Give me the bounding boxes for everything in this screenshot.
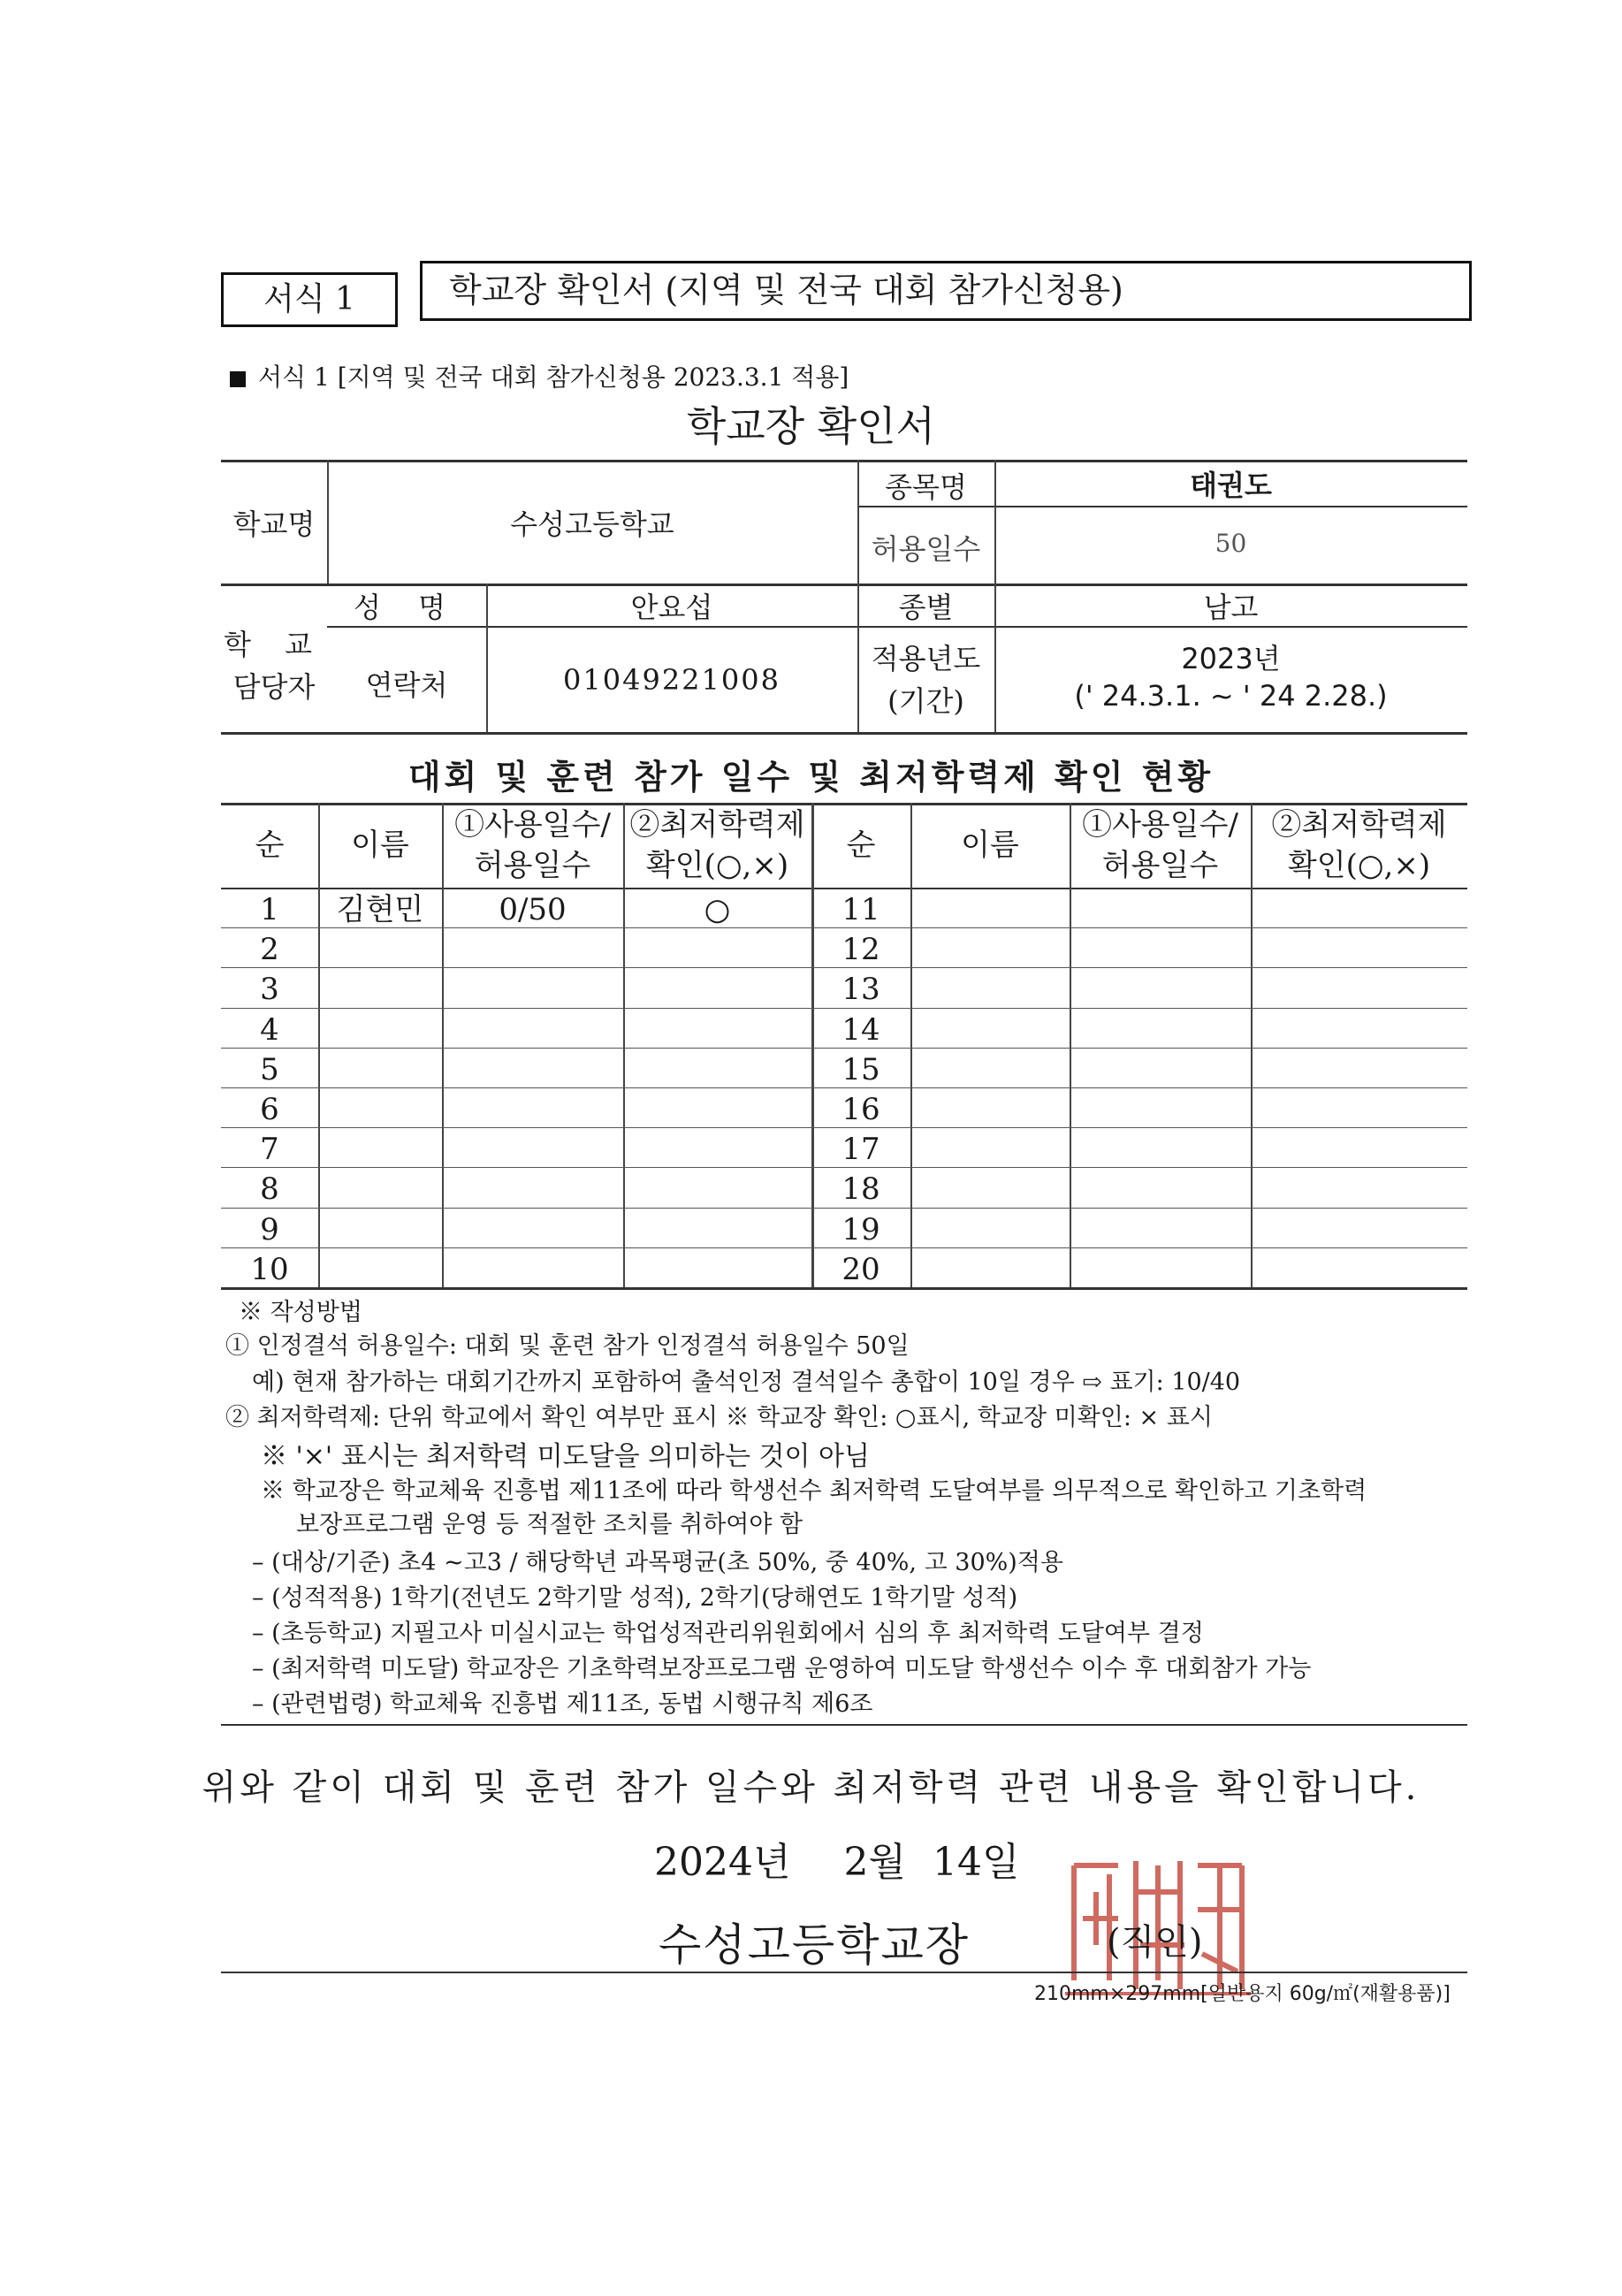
school-value: 수성고등학교 bbox=[510, 507, 674, 541]
confirm-statement: 위와 같이 대회 및 훈련 참가 일수와 최저학력 관련 내용을 확인합니다. bbox=[202, 1767, 1420, 1808]
record-name-cell bbox=[318, 969, 442, 1010]
note-line: – (관련법령) 학교체육 진흥법 제11조, 동법 시행규칙 제6조 bbox=[252, 1690, 873, 1718]
year-label-1: 적용년도 bbox=[871, 642, 981, 675]
form-title: 학교장 확인서 (지역 및 전국 대회 참가신청용) bbox=[420, 261, 1472, 321]
record-name-cell bbox=[318, 1209, 442, 1250]
type-label: 종별 bbox=[898, 591, 954, 624]
record-no-cell: 6 bbox=[260, 1092, 279, 1127]
contact-value: 01049221008 bbox=[563, 663, 781, 697]
note-line: – (성적적용) 1학기(전년도 2학기말 성적), 2학기(당해연도 1학기말 성적) bbox=[252, 1584, 1018, 1612]
record-days-cell: 0/50 bbox=[499, 892, 567, 927]
record-check-cell bbox=[1251, 889, 1467, 930]
year-value-1: 2023년 bbox=[1181, 642, 1281, 675]
record-no-cell: 12 bbox=[841, 932, 880, 968]
record-name-cell bbox=[318, 1169, 442, 1209]
record-check-cell bbox=[1251, 1249, 1467, 1290]
record-no-cell: 2 bbox=[260, 932, 279, 968]
record-name-cell bbox=[910, 1129, 1070, 1170]
seal-label: (직인) bbox=[1107, 1922, 1203, 1963]
record-days-cell bbox=[1070, 1249, 1251, 1290]
sport-label: 종목명 bbox=[885, 470, 967, 504]
record-days-cell bbox=[442, 1129, 623, 1170]
date-month: 2월 bbox=[843, 1840, 906, 1885]
record-name-cell bbox=[910, 1249, 1070, 1290]
record-no-cell: 1 bbox=[260, 892, 279, 927]
note-line: ※ 학교장은 학교체육 진흥법 제11조에 따라 학생선수 최저학력 도달여부를 의무적으로 확인하고 기초학력 bbox=[261, 1477, 1367, 1505]
header-days-1: ①사용일수/ bbox=[454, 807, 611, 843]
record-days-cell bbox=[1070, 889, 1251, 930]
record-no-cell: 16 bbox=[841, 1092, 880, 1127]
issue-date bbox=[654, 1830, 1019, 1887]
record-check-cell bbox=[623, 1089, 811, 1130]
record-name-cell bbox=[318, 1049, 442, 1090]
note-line: 보장프로그램 운영 등 적절한 조치를 취하여야 함 bbox=[296, 1511, 803, 1538]
record-name-cell bbox=[910, 1209, 1070, 1250]
record-days-cell bbox=[442, 969, 623, 1010]
name-label: 성 명 bbox=[354, 591, 460, 624]
allowed-days-value: 50 bbox=[1215, 529, 1247, 558]
record-check-cell bbox=[623, 1169, 811, 1209]
record-check-cell bbox=[1251, 1089, 1467, 1130]
note-line: 예) 현재 참가하는 대회기간까지 포함하여 출석인정 결석일수 총합이 10일 경우 ⇨ 표기: 10/40 bbox=[252, 1369, 1241, 1396]
year-label-2: (기간) bbox=[887, 684, 964, 718]
record-name-cell bbox=[910, 1049, 1070, 1090]
record-check-cell bbox=[1251, 1209, 1467, 1250]
header-days-2-right: 허용일수 bbox=[1101, 848, 1219, 883]
school-label: 학교명 bbox=[232, 507, 316, 541]
record-check-cell bbox=[623, 1010, 811, 1050]
record-check-cell bbox=[623, 1049, 811, 1090]
manager-label-2: 담당자 bbox=[232, 670, 316, 704]
record-days-cell bbox=[1070, 1010, 1251, 1050]
record-days-cell bbox=[442, 929, 623, 970]
record-name-cell bbox=[318, 1249, 442, 1290]
record-days-cell bbox=[442, 1249, 623, 1290]
record-days-cell bbox=[442, 1049, 623, 1090]
header-check-2-right: 확인(○,×) bbox=[1287, 848, 1431, 883]
note-line: – (초등학교) 지필고사 미실시교는 학업성적관리위원회에서 심의 후 최저학력 도달여부 결정 bbox=[252, 1620, 1204, 1647]
note-line: – (최저학력 미도달) 학교장은 기초학력보장프로그램 운영하여 미도달 학생선수 이수 후 대회참가 가능 bbox=[252, 1655, 1312, 1682]
record-name-cell bbox=[910, 1169, 1070, 1209]
record-name-cell bbox=[910, 1089, 1070, 1130]
header-name: 이름 bbox=[351, 828, 409, 863]
record-check-cell bbox=[623, 929, 811, 970]
record-no-cell: 8 bbox=[260, 1171, 279, 1208]
header-check-1: ②최저학력제 bbox=[629, 807, 805, 843]
record-no-cell: 18 bbox=[841, 1171, 880, 1208]
record-name-cell bbox=[318, 1129, 442, 1170]
record-name-cell bbox=[318, 1089, 442, 1130]
header-no: 순 bbox=[255, 828, 285, 863]
record-check-cell bbox=[1251, 1129, 1467, 1170]
record-days-cell bbox=[1070, 1049, 1251, 1090]
record-days-cell bbox=[1070, 1129, 1251, 1170]
note-line: – (대상/기준) 초4 ~고3 / 해당학년 과목평균(초 50%, 중 40%, 고 30%)적용 bbox=[252, 1549, 1063, 1576]
allowed-days-label: 허용일수 bbox=[871, 532, 981, 566]
sport-value: 태권도 bbox=[1190, 469, 1272, 502]
note-line: ※ 작성방법 bbox=[239, 1299, 362, 1326]
header-check-1-right: ②최저학력제 bbox=[1271, 807, 1447, 843]
form-label: 서식 1 bbox=[221, 272, 398, 327]
record-no-cell: 17 bbox=[841, 1132, 880, 1168]
record-name-cell bbox=[910, 969, 1070, 1010]
record-name-cell bbox=[910, 929, 1070, 970]
note-line: ※ '×' 표시는 최저학력 미도달을 의미하는 것이 아님 bbox=[261, 1441, 871, 1472]
contact-label: 연락처 bbox=[365, 668, 448, 702]
record-no-cell: 5 bbox=[260, 1051, 279, 1087]
record-no-cell: 7 bbox=[260, 1132, 279, 1168]
record-no-cell: 9 bbox=[260, 1211, 279, 1247]
doc-title: 학교장 확인서 bbox=[686, 402, 936, 450]
record-check-cell bbox=[1251, 969, 1467, 1010]
record-check-cell bbox=[1251, 929, 1467, 970]
principal-name: 수성고등학교장 bbox=[659, 1919, 971, 1971]
record-days-cell bbox=[1070, 1209, 1251, 1250]
record-no-cell: 4 bbox=[260, 1011, 279, 1048]
record-check-cell bbox=[1251, 1010, 1467, 1050]
subheading-text: 서식 1 [지역 및 전국 대회 참가신청용 2023.3.1 적용] bbox=[258, 362, 849, 392]
record-no-cell: 19 bbox=[841, 1211, 880, 1247]
record-check-cell bbox=[623, 1209, 811, 1250]
record-name-cell bbox=[318, 929, 442, 970]
record-check-cell: ○ bbox=[704, 892, 731, 927]
record-no-cell: 15 bbox=[841, 1051, 880, 1087]
square-bullet-icon bbox=[230, 371, 246, 387]
name-value: 안요섭 bbox=[630, 591, 713, 624]
header-days-1-right: ①사용일수/ bbox=[1082, 807, 1238, 843]
record-no-cell: 11 bbox=[841, 892, 880, 927]
date-year: 2024년 bbox=[654, 1840, 791, 1885]
record-name-cell bbox=[318, 1010, 442, 1050]
record-name-cell: 김현민 bbox=[336, 892, 424, 927]
record-check-cell bbox=[623, 1249, 811, 1290]
record-days-cell bbox=[442, 1010, 623, 1050]
record-name-cell bbox=[910, 1010, 1070, 1050]
record-check-cell bbox=[1251, 1169, 1467, 1209]
type-value: 남고 bbox=[1203, 591, 1259, 624]
record-days-cell bbox=[1070, 1089, 1251, 1130]
record-days-cell bbox=[442, 1169, 623, 1209]
date-day: 14일 bbox=[932, 1840, 1020, 1885]
record-days-cell bbox=[442, 1089, 623, 1130]
record-name-cell bbox=[910, 889, 1070, 930]
record-no-cell: 13 bbox=[841, 972, 880, 1008]
record-days-cell bbox=[442, 1209, 623, 1250]
record-no-cell: 10 bbox=[250, 1251, 289, 1287]
header-days-2: 허용일수 bbox=[474, 848, 591, 883]
record-no-cell: 3 bbox=[260, 972, 279, 1008]
record-check-cell bbox=[623, 969, 811, 1010]
subheading bbox=[230, 358, 849, 393]
manager-label-1: 학 교 bbox=[224, 628, 324, 661]
record-days-cell bbox=[1070, 929, 1251, 970]
header-check-2: 확인(○,×) bbox=[645, 848, 789, 883]
paper-spec: 210mm×297mm[일반용지 60g/㎡(재활용품)] bbox=[1034, 1983, 1451, 2005]
record-no-cell: 14 bbox=[841, 1011, 880, 1048]
record-check-cell bbox=[1251, 1049, 1467, 1090]
record-no-cell: 20 bbox=[841, 1251, 880, 1287]
record-check-cell bbox=[623, 1129, 811, 1170]
record-days-cell bbox=[1070, 1169, 1251, 1209]
records-section-title: 대회 및 훈련 참가 일수 및 최저학력제 확인 현황 bbox=[407, 757, 1215, 797]
record-days-cell bbox=[1070, 969, 1251, 1010]
header-name-right: 이름 bbox=[961, 828, 1019, 863]
note-line: ② 최저학력제: 단위 학교에서 확인 여부만 표시 ※ 학교장 확인: ○표시, 학교장 미확인: × 표시 bbox=[225, 1404, 1213, 1431]
header-no-right: 순 bbox=[846, 828, 876, 863]
note-line: ① 인정결석 허용일수: 대회 및 훈련 참가 인정결석 허용일수 50일 bbox=[225, 1332, 910, 1360]
year-value-2: (' 24.3.1. ~ ' 24 2.28.) bbox=[1074, 679, 1388, 713]
